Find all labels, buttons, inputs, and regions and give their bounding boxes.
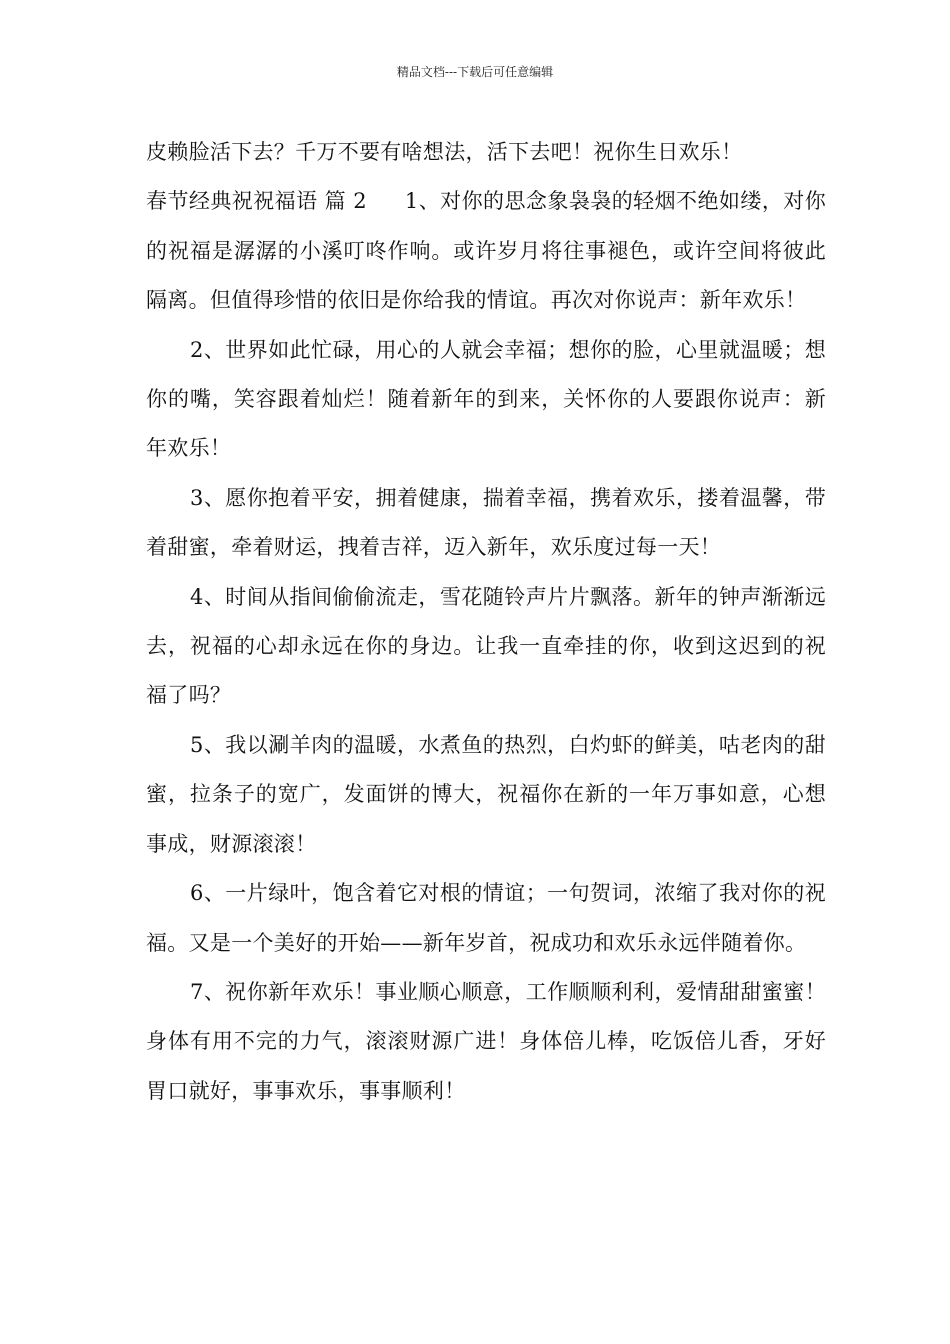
document-body — [146, 128, 826, 1116]
paragraph-continued: 皮赖脸活下去？千万不要有啥想法，活下去吧！祝你生日欢乐！ — [146, 140, 743, 164]
paragraph-3: 3、愿你抱着平安，拥着健康，揣着幸福，携着欢乐，搂着温馨，带着甜蜜，牵着财运，拽着吉祥，迈入新年，欢乐度过每一天！ — [146, 485, 826, 560]
paragraph-6: 6、一片绿叶，饱含着它对根的情谊；一句贺词，浓缩了我对你的祝福。又是一个美好的开始——新年岁首，祝成功和欢乐永远伴随着你。 — [146, 881, 826, 955]
paragraph-2: 2、世界如此忙碌，用心的人就会幸福；想你的脸，心里就温暖；想你的嘴，笑容跟着灿烂！随着新年的到来，关怀你的人要跟你说声：新年欢乐！ — [146, 337, 826, 461]
paragraph-7: 7、祝你新年欢乐！事业顺心顺意，工作顺顺利利，爱情甜甜蜜蜜！身体有用不完的力气，滚滚财源广进！身体倍儿棒，吃饭倍儿香，牙好胃口就好，事事欢乐，事事顺利！ — [146, 979, 826, 1103]
paragraph-1: 1、对你的思念象袅袅的轻烟不绝如缕，对你的祝福是潺潺的小溪叮咚作响。或许岁月将往事褪色，或许空间将彼此隔离。但值得珍惜的依旧是你给我的情谊。再次对你说声：新年欢乐！ — [146, 189, 827, 313]
paragraph-4: 4、时间从指间偷偷流走，雪花随铃声片片飘落。新年的钟声渐渐远去，祝福的心却永远在你的身边。让我一直牵挂的你，收到这迟到的祝福了吗？ — [146, 584, 826, 708]
section-title: 春节经典祝祝福语 篇 2 — [146, 189, 367, 214]
paragraph-5: 5、我以涮羊肉的温暖，水煮鱼的热烈，白灼虾的鲜美，咕老肉的甜蜜，拉条子的宽广，发面饼的博大，祝福你在新的一年万事如意，心想事成，财源滚滚！ — [146, 732, 826, 856]
page-header: 精品文档---下载后可任意编辑 — [396, 65, 554, 79]
section-paragraph — [146, 177, 826, 325]
